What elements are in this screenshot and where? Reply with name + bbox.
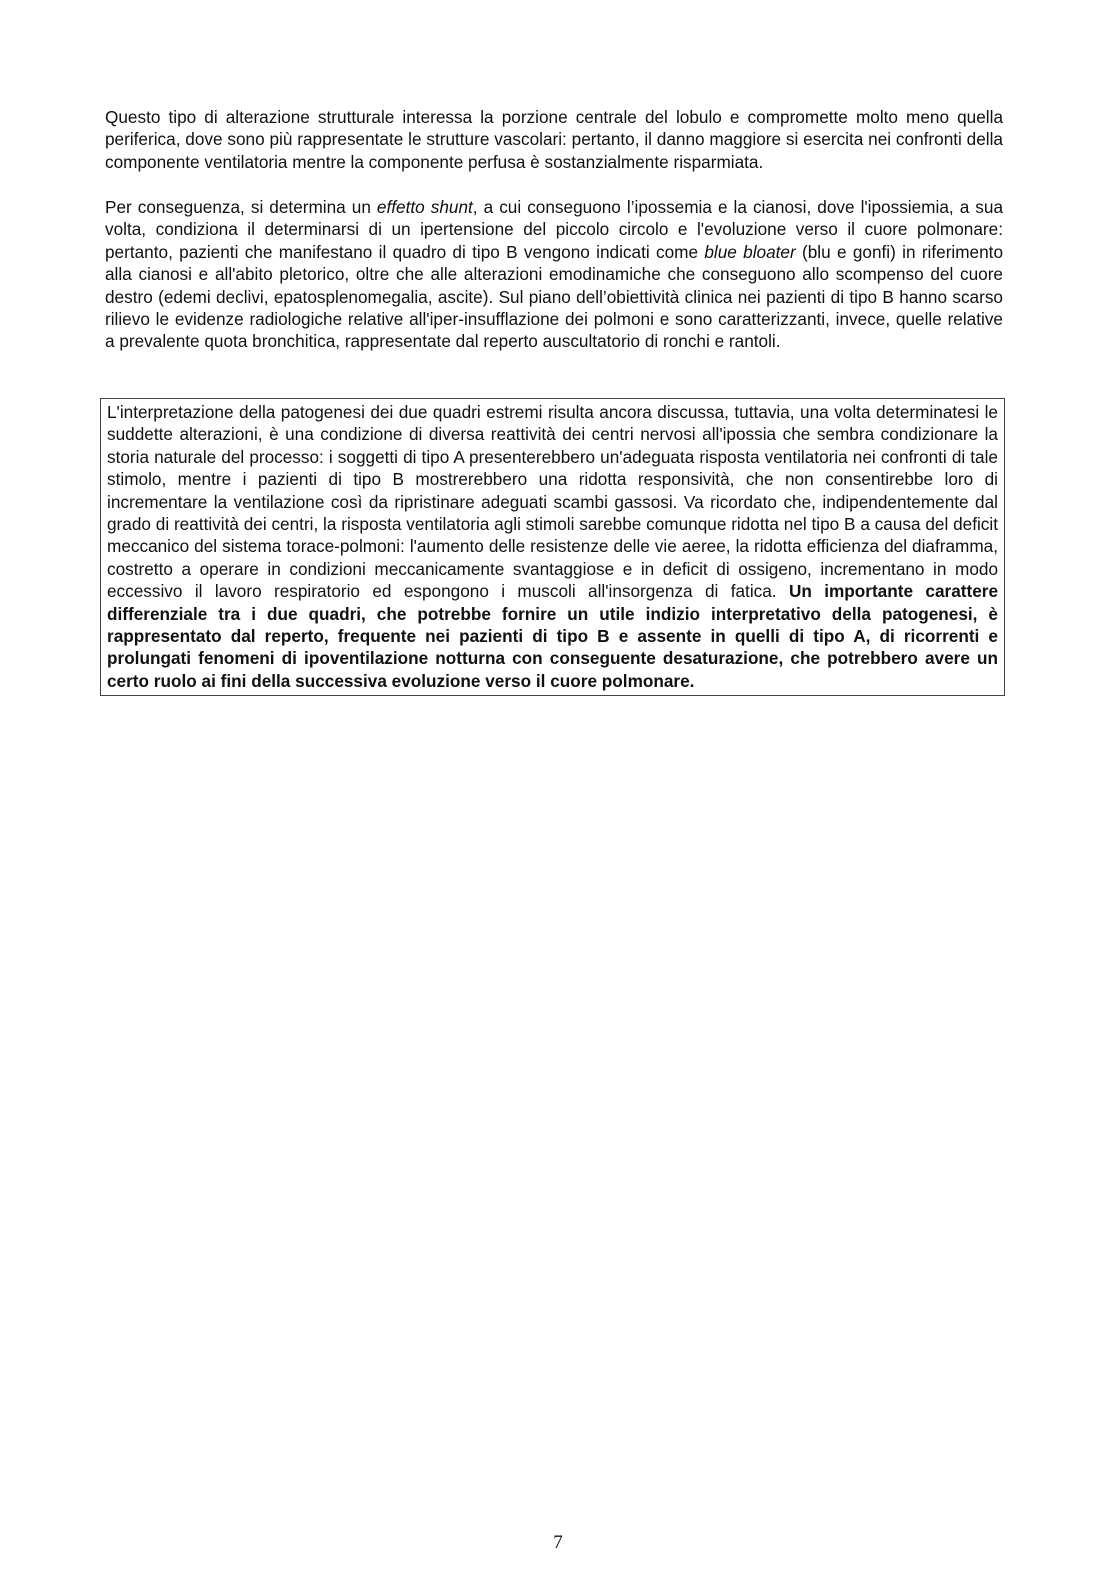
paragraph-2-text-c: (blu e gonfi) in riferimento alla cianosi e all'abito pletorico, oltre che alle alterazioni emodinamiche che conseguono allo scompenso del cuore destro (edemi declivi, epatosplenomegalia, ascite). Sul piano dell’obiettività clinica nei pazienti di tipo B hanno scarso rilievo le evidenze radiologiche relative all'iper-insufflazione dei polmoni e sono caratterizzanti, invece, quelle relative a prevalente quota bronchitica, rappresentate dal reperto auscultatorio di ronchi e rantoli. <box>105 241 1004 352</box>
box-paragraph <box>107 401 998 692</box>
term-effetto-shunt: effetto shunt <box>376 197 473 217</box>
paragraph-2-text-a: Per conseguenza, si determina un <box>105 197 377 217</box>
paragraph-lobule-alteration <box>105 106 1003 173</box>
term-blue-bloater: blue bloater <box>704 241 796 262</box>
paragraph-2-text-b: , a cui conseguono l’ipossemia e la cianosi, dove l'ipossiemia, a sua volta, condiziona il determinarsi di un ipertensione del piccolo circolo e l'evoluzione verso il cuore polmonare: pertanto, pazienti che manifestano il quadro di tipo B vengono indicati come <box>105 197 1003 262</box>
box-text-normal: L'interpretazione della patogenesi dei due quadri estremi risulta ancora discussa, tuttavia, una volta determinatesi le suddette alterazioni, è una condizione di diversa reattività dei centri nervosi all'ipossia che sembra condizionare la storia naturale del processo: i soggetti di tipo A presenterebbero un'adeguata risposta ventilatoria nei confronti di tale stimolo, mentre i pazienti di tipo B mostrerebbero una ridotta responsività, che non consentirebbe loro di incrementare la ventilazione così da ripristinare adeguati scambi gassosi. Va ricordato che, indipendentemente dal grado di reattività dei centri, la risposta ventilatoria agli stimoli sarebbe comunque ridotta nel tipo B a causa del deficit meccanico del sistema torace-polmoni: l'aumento delle resistenze delle vie aeree, la ridotta efficienza del diaframma, costretto a operare in condizioni meccanicamente svantaggiose e in deficit di ossigeno, incrementano in modo eccessivo il lavoro respiratorio ed espongono i muscoli all'insorgenza di fatica. <box>107 402 998 602</box>
paragraph-1-text: Questo tipo di alterazione strutturale interessa la porzione centrale del lobulo e compromette molto meno quella periferica, dove sono più rappresentate le strutture vascolari: pertanto, il danno maggiore si esercita nei confronti della componente ventilatoria mentre la componente perfusa è sostanzialmente risparmiata. <box>105 107 1003 172</box>
highlighted-box <box>100 398 1005 696</box>
paragraph-shunt-effect <box>105 196 1003 353</box>
page-number: 7 <box>553 1532 563 1553</box>
box-text-bold: Un importante carattere differenziale tra i due quadri, che potrebbe fornire un utile indizio interpretativo della patogenesi, è rappresentato dal reperto, frequente nei pazienti di tipo B e assente in quelli di tipo A, di ricorrenti e prolungati fenomeni di ipoventilazione notturna con conseguente desaturazione, che potrebbero avere un certo ruolo ai fini della successiva evoluzione verso il cuore polmonare. <box>107 581 999 691</box>
